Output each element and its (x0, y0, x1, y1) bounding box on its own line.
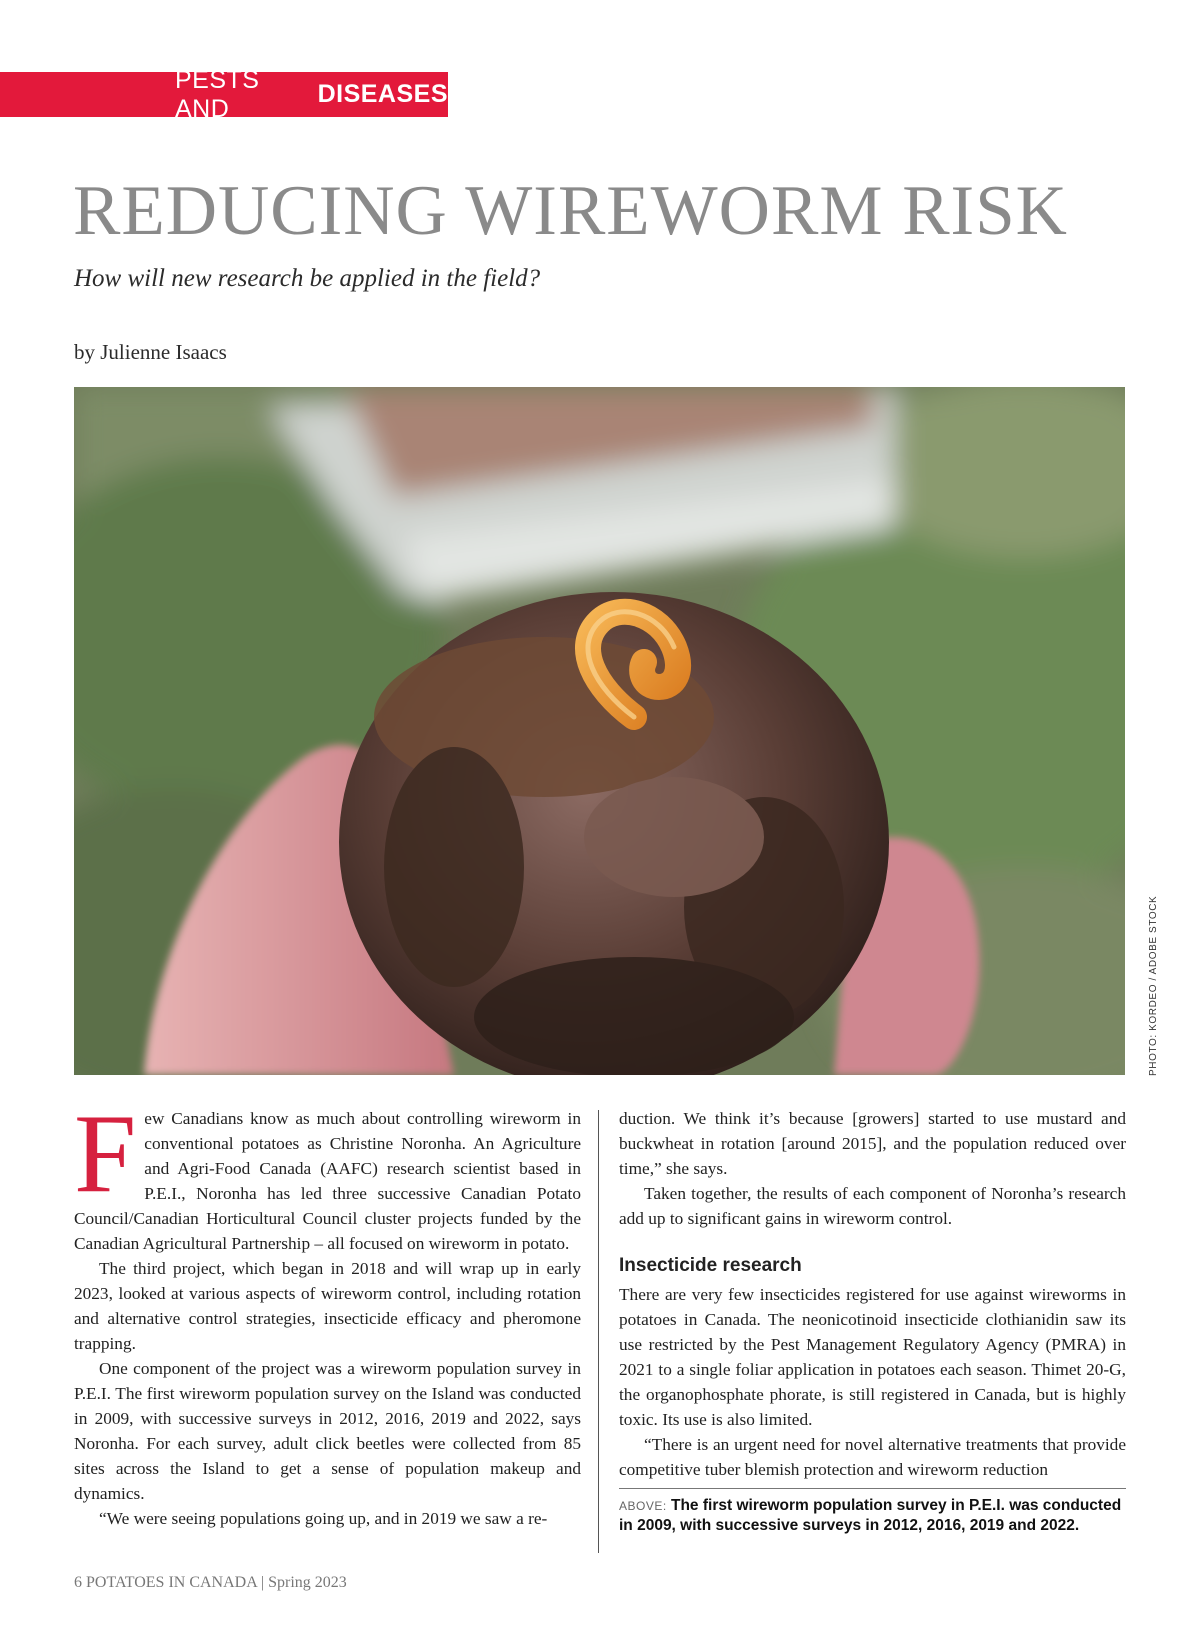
page-footer: 6 POTATOES IN CANADA | Spring 2023 (74, 1574, 347, 1591)
article-paragraph: One component of the project was a wireworm population survey in P.E.I. The first wireworm population survey on the Island was conducted in 2009, with successive surveys in 2012, 2016, 2019 and 2022, says Noronha. For each survey, adult click beetles were collected from 85 sites across the Island to get a sense of population makeup and dynamics. (74, 1359, 581, 1503)
article-paragraph: duction. We think it’s because [growers] started to use mustard and buckwheat in rotation [around 2015], and the population reduced over time,” she says. (619, 1109, 1126, 1178)
article-column-left (74, 1092, 581, 1531)
article-paragraph: “There is an urgent need for novel alternative treatments that provide competitive tuber blemish protection and wireworm reduction (619, 1435, 1126, 1479)
section-label-bold: DISEASES (317, 80, 448, 108)
article-paragraph: Taken together, the results of each component of Noronha’s research add up to significant gains in wireworm control. (619, 1184, 1126, 1228)
headline: REDUCING WIREWORM RISK (73, 172, 1068, 250)
column-divider (598, 1110, 599, 1553)
photo-credit: PHOTO: KORDEO / ADOBE STOCK (1148, 895, 1159, 1076)
section-subhead: Insecticide research (619, 1255, 802, 1276)
photo-caption (619, 1496, 1126, 1535)
article-paragraph: “We were seeing populations going up, and in 2019 we saw a re- (99, 1509, 548, 1528)
article-column-right (619, 1106, 1126, 1482)
caption-rule (619, 1488, 1126, 1489)
byline: by Julienne Isaacs (74, 340, 227, 364)
article-paragraph: There are very few insecticides registered for use against wireworms in potatoes in Canada. The neonicotinoid insecticide clothianidin saw its use restricted by the Pest Management Regulatory Agency (PMRA) in 2021 to a single foliar application in potatoes each season. Thimet 20-G, the organophosphate phorate, is still registered in Canada, but is highly toxic. Its use is also limited. (619, 1285, 1126, 1429)
wireworm-photo (74, 387, 1125, 1075)
deck: How will new research be applied in the field? (74, 265, 541, 292)
article-paragraph: The third project, which began in 2018 and will wrap up in early 2023, looked at various aspects of wireworm control, including rotation and alternative control strategies, insecticide efficacy and pheromone trapping. (74, 1259, 581, 1353)
caption-text: The first wireworm population survey in P.E.I. was conducted in 2009, with successive surveys in 2012, 2016, 2019 and 2022. (619, 1497, 1122, 1534)
section-label-light: PESTS AND (175, 65, 260, 123)
section-label (0, 65, 448, 123)
article-paragraph: Few Canadians know as much about controlling wireworm in conventional potatoes as Christine Noronha. An Agriculture and Agri-Food Canada (AAFC) research scientist based in P.E.I., Noronha has led three successive Canadian Potato Council/Canadian Horticultural Council cluster projects funded by the Canadian Agricultural Partnership – all focused on wireworm in potato. (74, 1092, 581, 1253)
drop-cap: F (74, 1092, 137, 1216)
caption-label: ABOVE: (619, 1499, 667, 1513)
